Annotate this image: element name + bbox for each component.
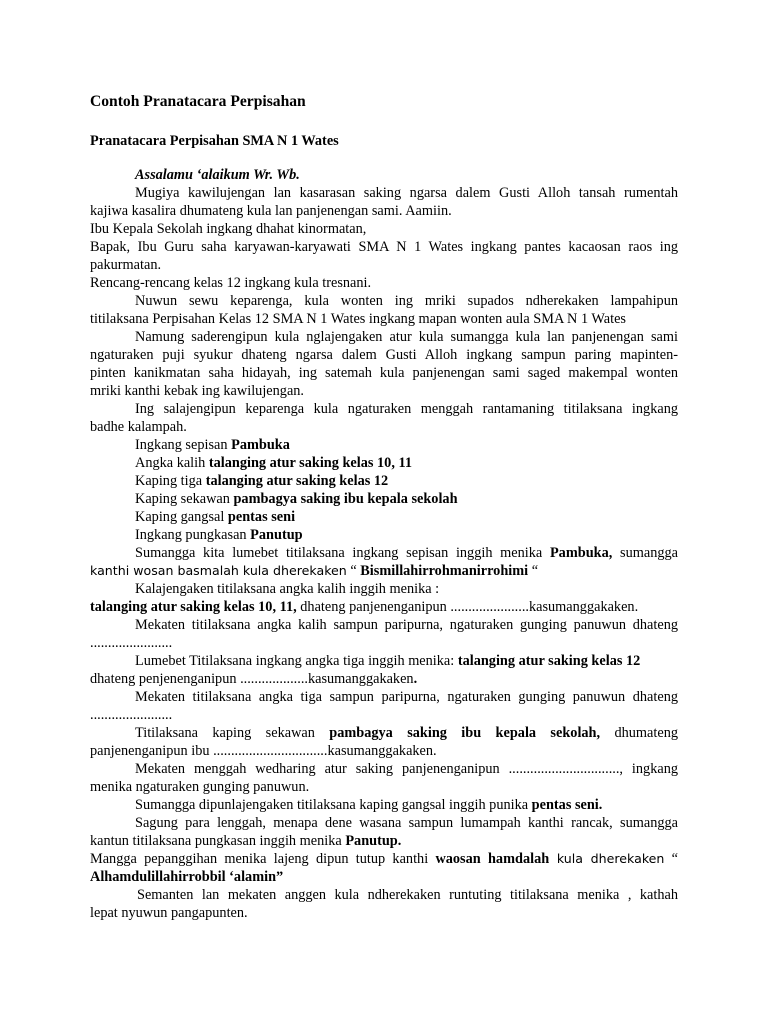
para-line: Rencang-rencang kelas 12 ingkang kula tresnani. [90, 275, 372, 291]
para-line: ....................... [90, 635, 173, 651]
para-line: Namung saderengipun kula nglajengaken atur kula sumangga kula lan panjenengan sami [135, 329, 678, 345]
para-line: Ing salajengipun keparenga kula ngaturaken menggah rantamaning titilaksana ingkang [135, 401, 678, 417]
para-line: panjenenganipun ibu ................................kasumanggakaken. [90, 743, 437, 759]
para-line: Kalajengaken titilaksana angka kalih inggih menika : [135, 581, 440, 597]
para-line: lepat nyuwun pangapunten. [90, 905, 248, 921]
para-line: titilaksana Perpisahan Kelas 12 SMA N 1 Wates ingkang mapan wonten aula SMA N 1 Wates [90, 311, 626, 327]
para-line: Mugiya kawilujengan lan kasarasan saking ngarsa dalem Gusti Alloh tansah rumentah [135, 185, 678, 201]
para-line: Alhamdulillahirrobbil ‘alamin” [90, 869, 284, 885]
agenda-item: Ingkang sepisan Pambuka [135, 437, 290, 453]
para-line: Ibu Kepala Sekolah ingkang dhahat kinormatan, [90, 221, 367, 237]
para-line: dhateng penjenenganipun ...................kasumanggakaken. [90, 671, 418, 687]
para-line: Titilaksana kaping sekawan pambagya saking ibu kepala sekolah, dhumateng [135, 725, 678, 741]
doc-subtitle: Pranatacara Perpisahan SMA N 1 Wates [90, 133, 339, 149]
para-line: Sumangga kita lumebet titilaksana ingkang sepisan inggih menika Pambuka, sumangga [135, 545, 678, 561]
para-line: Mangga pepanggihan menika lajeng dipun tutup kanthi waosan hamdalah kula dherekaken “ [90, 851, 678, 867]
para-line: kajiwa kasalira dhumateng kula lan panjenengan sami. Aamiin. [90, 203, 452, 219]
para-line: pakurmatan. [90, 257, 162, 273]
para-line: kanthi wosan basmalah kula dherekaken “ Bismillahirrohmanirrohimi “ [90, 563, 539, 579]
para-line: ngaturaken puji syukur dhateng ngarsa dalem Gusti Alloh ingkang sampun paring mapinten- [90, 347, 678, 363]
para-line: badhe kalampah. [90, 419, 187, 435]
agenda-item: Angka kalih talanging atur saking kelas 10, 11 [135, 455, 412, 471]
para-line: pinten kanikmatan saha hidayah, ing satemah kula panjenengan sami saged makempal wonten [90, 365, 678, 381]
para-line: kantun titilaksana pungkasan inggih menika Panutup. [90, 833, 402, 849]
para-line: Bapak, Ibu Guru saha karyawan-karyawati SMA N 1 Wates ingkang pantes kacaosan raos ing [90, 239, 678, 255]
para-line: Sagung para lenggah, menapa dene wasana sampun lumampah kanthi rancak, sumangga [135, 815, 678, 831]
para-line: Mekaten titilaksana angka kalih sampun paripurna, ngaturaken gunging panuwun dhateng [135, 617, 678, 633]
agenda-item: Kaping gangsal pentas seni [135, 509, 296, 525]
doc-title: Contoh Pranatacara Perpisahan [90, 93, 306, 110]
para-line: talanging atur saking kelas 10, 11, dhateng panjenenganipun ......................kasumanggakaken. [90, 599, 639, 615]
para-line: Semanten lan mekaten anggen kula ndherekaken runtuting titilaksana menika , kathah [137, 887, 678, 903]
para-line: Mekaten menggah wedharing atur saking panjenenganipun ..............................., ingkang [135, 761, 678, 777]
para-line: menika ngaturaken gunging panuwun. [90, 779, 310, 795]
agenda-item: Kaping tiga talanging atur saking kelas 12 [135, 473, 389, 489]
agenda-item: Kaping sekawan pambagya saking ibu kepala sekolah [135, 491, 458, 507]
agenda-item: Ingkang pungkasan Panutup [135, 527, 303, 543]
para-line: mriki kanthi kebak ing kawilujengan. [90, 383, 305, 399]
greeting: Assalamu ‘alaikum Wr. Wb. [135, 167, 300, 183]
para-line: Nuwun sewu keparenga, kula wonten ing mriki supados ndherekaken lampahipun [135, 293, 678, 309]
para-line: Sumangga dipunlajengaken titilaksana kaping gangsal inggih punika pentas seni. [135, 797, 603, 813]
para-line: ....................... [90, 707, 173, 723]
para-line: Lumebet Titilaksana ingkang angka tiga inggih menika: talanging atur saking kelas 12 [135, 653, 641, 669]
para-line: Mekaten titilaksana angka tiga sampun paripurna, ngaturaken gunging panuwun dhateng [135, 689, 678, 705]
